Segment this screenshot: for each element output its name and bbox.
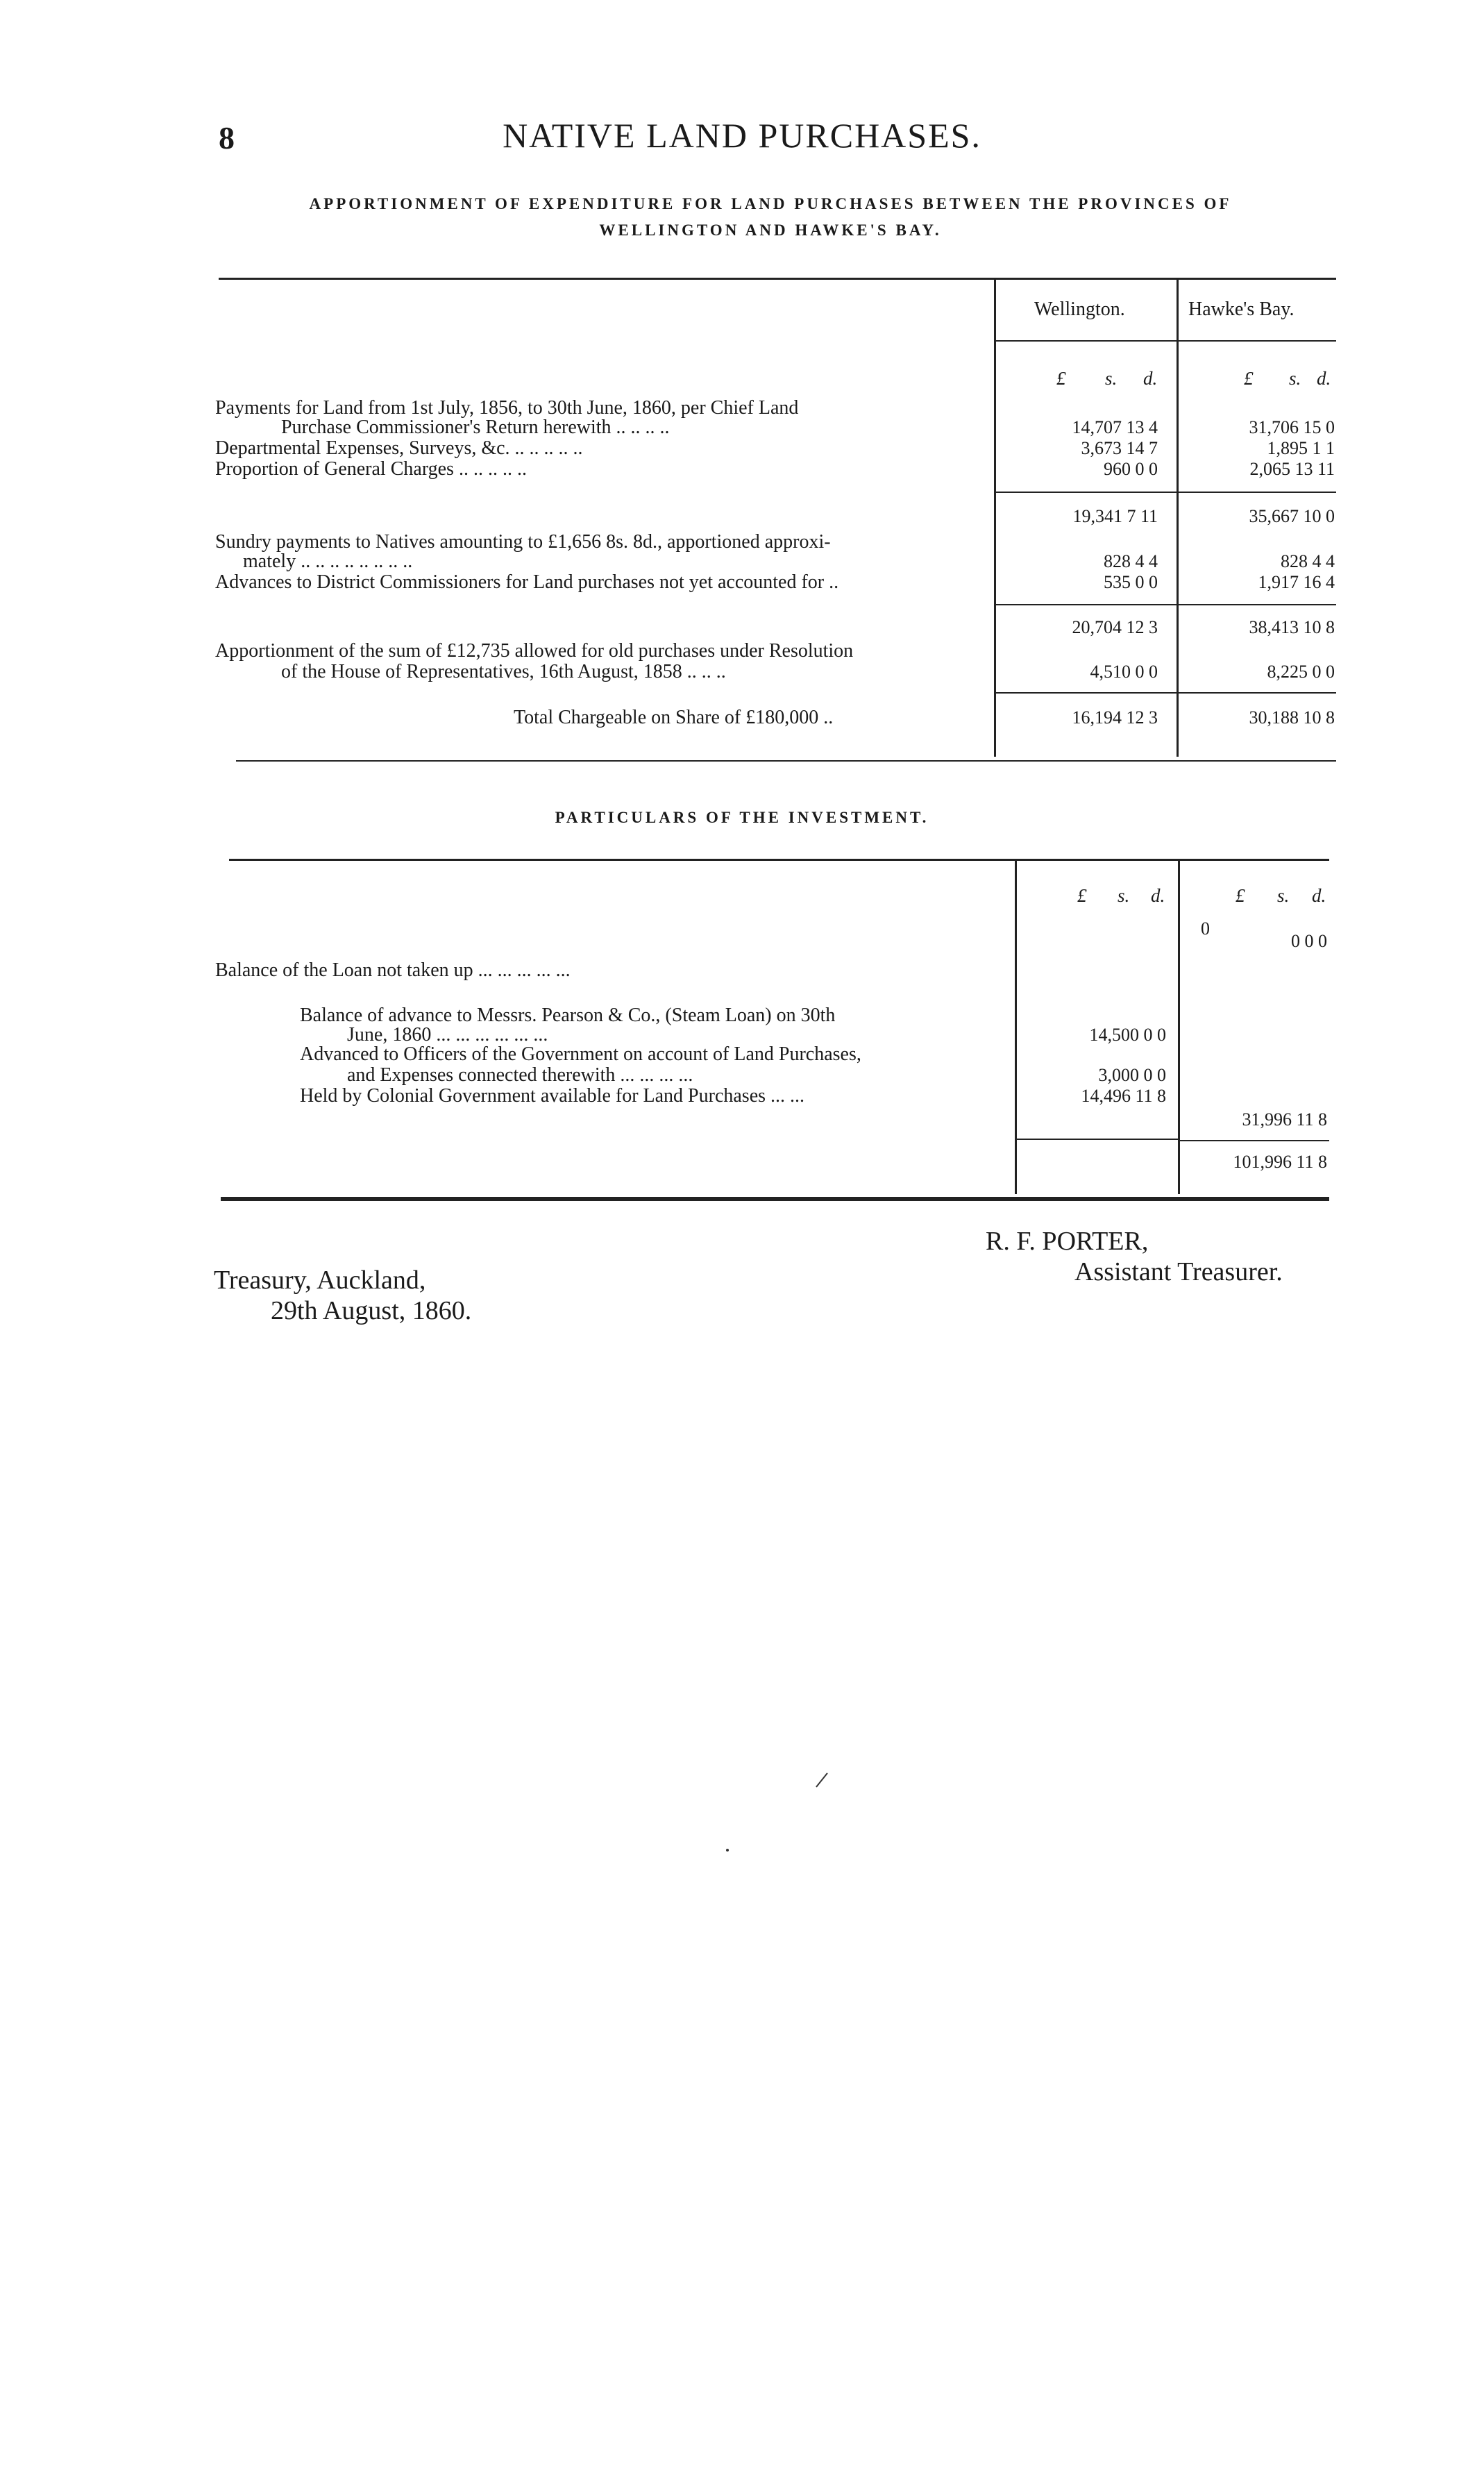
row-label: Balance of advance to Messrs. Pearson & Co., (Steam Loan) on 30th — [300, 1005, 836, 1026]
subtotal-rule — [994, 492, 1336, 493]
row-label: of the House of Representatives, 16th August, 1858 .. .. .. — [281, 661, 726, 682]
unit-shillings: s. — [1118, 885, 1130, 906]
stray-digit: 0 — [1201, 918, 1210, 939]
hawkes-bay-total: 30,188 10 8 — [1249, 707, 1335, 728]
wellington-value: 3,673 14 7 — [1081, 438, 1158, 458]
row-label: and Expenses connected therewith ... ... ... ... — [347, 1064, 693, 1086]
investment-subtotal: 31,996 11 8 — [1242, 1109, 1327, 1130]
unit-pence: d. — [1143, 368, 1158, 389]
page-number: 8 — [219, 120, 235, 156]
wellington-value: 960 0 0 — [1104, 459, 1158, 479]
column-divider — [994, 278, 996, 757]
header-rule — [994, 340, 1336, 342]
scan-mark — [812, 1769, 833, 1790]
unit-shillings: s. — [1289, 368, 1301, 389]
hawkes-bay-value: 31,706 15 0 — [1249, 417, 1335, 437]
wellington-subtotal: 20,704 12 3 — [1072, 617, 1158, 637]
column-divider — [1178, 859, 1180, 1194]
row-label: Purchase Commissioner's Return herewith .. .. .. .. — [281, 417, 670, 438]
column-header-hawkes-bay: Hawke's Bay. — [1188, 299, 1295, 320]
advance-value: 3,000 0 0 — [1098, 1065, 1166, 1085]
unit-pence: d. — [1151, 885, 1165, 906]
advance-value: 14,496 11 8 — [1081, 1086, 1166, 1106]
loan-balance-value: 0 0 0 — [1291, 931, 1327, 951]
table-title — [208, 191, 1333, 244]
investment-grand-total: 101,996 11 8 — [1233, 1152, 1327, 1172]
signatory-name: R. F. PORTER, — [986, 1227, 1149, 1256]
wellington-total: 16,194 12 3 — [1072, 707, 1158, 728]
row-label: June, 1860 ... ... ... ... ... ... — [347, 1024, 548, 1046]
row-label: Payments for Land from 1st July, 1856, to 30th June, 1860, per Chief Land — [215, 397, 799, 419]
top-rule — [229, 859, 1329, 861]
unit-pence: d. — [1312, 885, 1326, 906]
unit-pounds: £ — [1236, 885, 1245, 906]
hawkes-bay-value: 828 4 4 — [1281, 551, 1335, 571]
row-label: Sundry payments to Natives amounting to £1,656 8s. 8d., apportioned approxi- — [215, 531, 831, 553]
subtotal-rule — [994, 604, 1336, 605]
unit-pounds: £ — [1244, 368, 1254, 389]
wellington-subtotal: 19,341 7 11 — [1072, 506, 1158, 526]
row-label: Balance of the Loan not taken up ... ... ... ... ... — [215, 959, 571, 981]
scan-mark — [726, 1849, 729, 1852]
unit-shillings: s. — [1277, 885, 1290, 906]
total-label: Total Chargeable on Share of £180,000 .. — [514, 707, 834, 728]
signatory-title: Assistant Treasurer. — [1074, 1257, 1283, 1286]
row-label: Held by Colonial Government available for Land Purchases ... ... — [300, 1085, 805, 1107]
signature-place: Treasury, Auckland, — [214, 1266, 426, 1295]
table-title-line-1: APPORTIONMENT OF EXPENDITURE FOR LAND PURCHASES BETWEEN THE PROVINCES OF — [309, 195, 1232, 212]
bottom-rule — [221, 1197, 1329, 1201]
unit-pounds: £ — [1056, 368, 1066, 389]
unit-pounds: £ — [1077, 885, 1087, 906]
wellington-value: 535 0 0 — [1104, 572, 1158, 592]
hawkes-bay-subtotal: 35,667 10 0 — [1249, 506, 1335, 526]
wellington-value: 4,510 0 0 — [1090, 662, 1158, 682]
sum-rule — [1015, 1139, 1179, 1140]
wellington-value: 828 4 4 — [1104, 551, 1158, 571]
row-label: mately .. .. .. .. .. .. .. .. — [243, 551, 413, 572]
row-label: Advanced to Officers of the Government on account of Land Purchases, — [300, 1043, 861, 1065]
row-label: Apportionment of the sum of £12,735 allowed for old purchases under Resolution — [215, 640, 854, 662]
unit-shillings: s. — [1105, 368, 1118, 389]
column-divider — [1015, 859, 1017, 1194]
total-rule — [994, 692, 1336, 694]
signature-date: 29th August, 1860. — [271, 1296, 472, 1325]
section-heading: PARTICULARS OF THE INVESTMENT. — [555, 809, 929, 826]
column-divider — [1177, 278, 1179, 757]
row-label: Departmental Expenses, Surveys, &c. .. .. .. .. .. — [215, 437, 583, 459]
table-title-line-2: WELLINGTON AND HAWKE'S BAY. — [599, 221, 942, 239]
hawkes-bay-subtotal: 38,413 10 8 — [1249, 617, 1335, 637]
top-rule — [219, 278, 1336, 280]
hawkes-bay-value: 2,065 13 11 — [1249, 459, 1335, 479]
row-label: Advances to District Commissioners for Land purchases not yet accounted for .. — [215, 571, 839, 593]
hawkes-bay-value: 8,225 0 0 — [1267, 662, 1335, 682]
hawkes-bay-value: 1,895 1 1 — [1267, 438, 1335, 458]
row-label: Proportion of General Charges .. .. .. .. .. — [215, 458, 527, 480]
advance-value: 14,500 0 0 — [1089, 1025, 1166, 1045]
unit-pence: d. — [1317, 368, 1331, 389]
page-title: NATIVE LAND PURCHASES. — [503, 116, 981, 155]
hawkes-bay-value: 1,917 16 4 — [1258, 572, 1335, 592]
column-header-wellington: Wellington. — [1034, 299, 1125, 320]
wellington-value: 14,707 13 4 — [1072, 417, 1158, 437]
sum-rule — [1178, 1140, 1329, 1141]
bottom-rule — [236, 760, 1336, 762]
